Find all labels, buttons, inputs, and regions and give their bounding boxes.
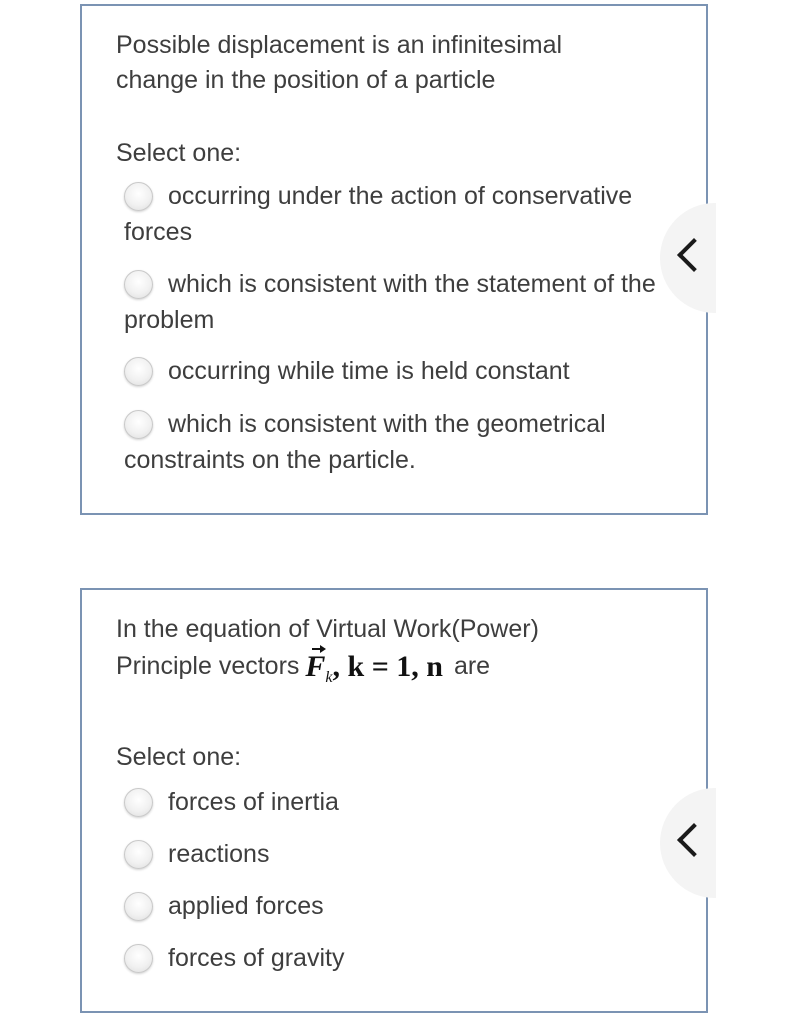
option-label: which is consistent with the statement of the problem <box>124 270 656 334</box>
option-label: forces of inertia <box>168 788 339 816</box>
option-label: reactions <box>168 840 270 868</box>
formula-rest: , k = 1, n <box>332 650 443 683</box>
radio-button[interactable] <box>124 182 153 211</box>
answer-option-2a[interactable] <box>124 784 664 820</box>
option-label: applied forces <box>168 892 324 920</box>
radio-button[interactable] <box>124 840 153 869</box>
answer-option-2d[interactable] <box>124 940 664 976</box>
select-one-label-1: Select one: <box>116 139 242 167</box>
chevron-left-icon[interactable] <box>677 823 711 857</box>
radio-button[interactable] <box>124 788 153 817</box>
radio-button[interactable] <box>124 892 153 921</box>
answer-option-1b[interactable] <box>124 266 664 338</box>
option-label: occurring under the action of conservative forces <box>124 182 633 246</box>
select-one-label-2: Select one: <box>116 743 242 771</box>
answer-option-1c[interactable] <box>124 353 664 389</box>
answer-option-1a[interactable] <box>124 178 664 250</box>
option-label: occurring while time is held constant <box>168 357 570 385</box>
question-text-1: Possible displacement is an infinitesimal change in the position of a particle <box>116 31 563 94</box>
question-text-2-after: are <box>453 652 491 680</box>
radio-button[interactable] <box>124 270 153 299</box>
answer-option-2b[interactable] <box>124 836 664 872</box>
radio-button[interactable] <box>124 410 153 439</box>
answer-option-2c[interactable] <box>124 888 664 924</box>
vector-symbol: F <box>305 650 326 683</box>
vector-formula <box>305 650 443 686</box>
question-card-2 <box>80 588 708 1013</box>
vector-subscript: k <box>325 669 333 686</box>
radio-button[interactable] <box>124 357 153 386</box>
question-text-2 <box>116 612 636 693</box>
question-card-1 <box>80 4 708 515</box>
question-text-2-before: In the equation of Virtual Work(Power) Principle vectors <box>116 615 539 680</box>
radio-button[interactable] <box>124 944 153 973</box>
option-label: which is consistent with the geometrical constraints on the particle. <box>124 410 606 474</box>
answer-option-1d[interactable] <box>124 406 664 478</box>
chevron-left-icon[interactable] <box>677 238 711 272</box>
option-label: forces of gravity <box>168 944 345 972</box>
